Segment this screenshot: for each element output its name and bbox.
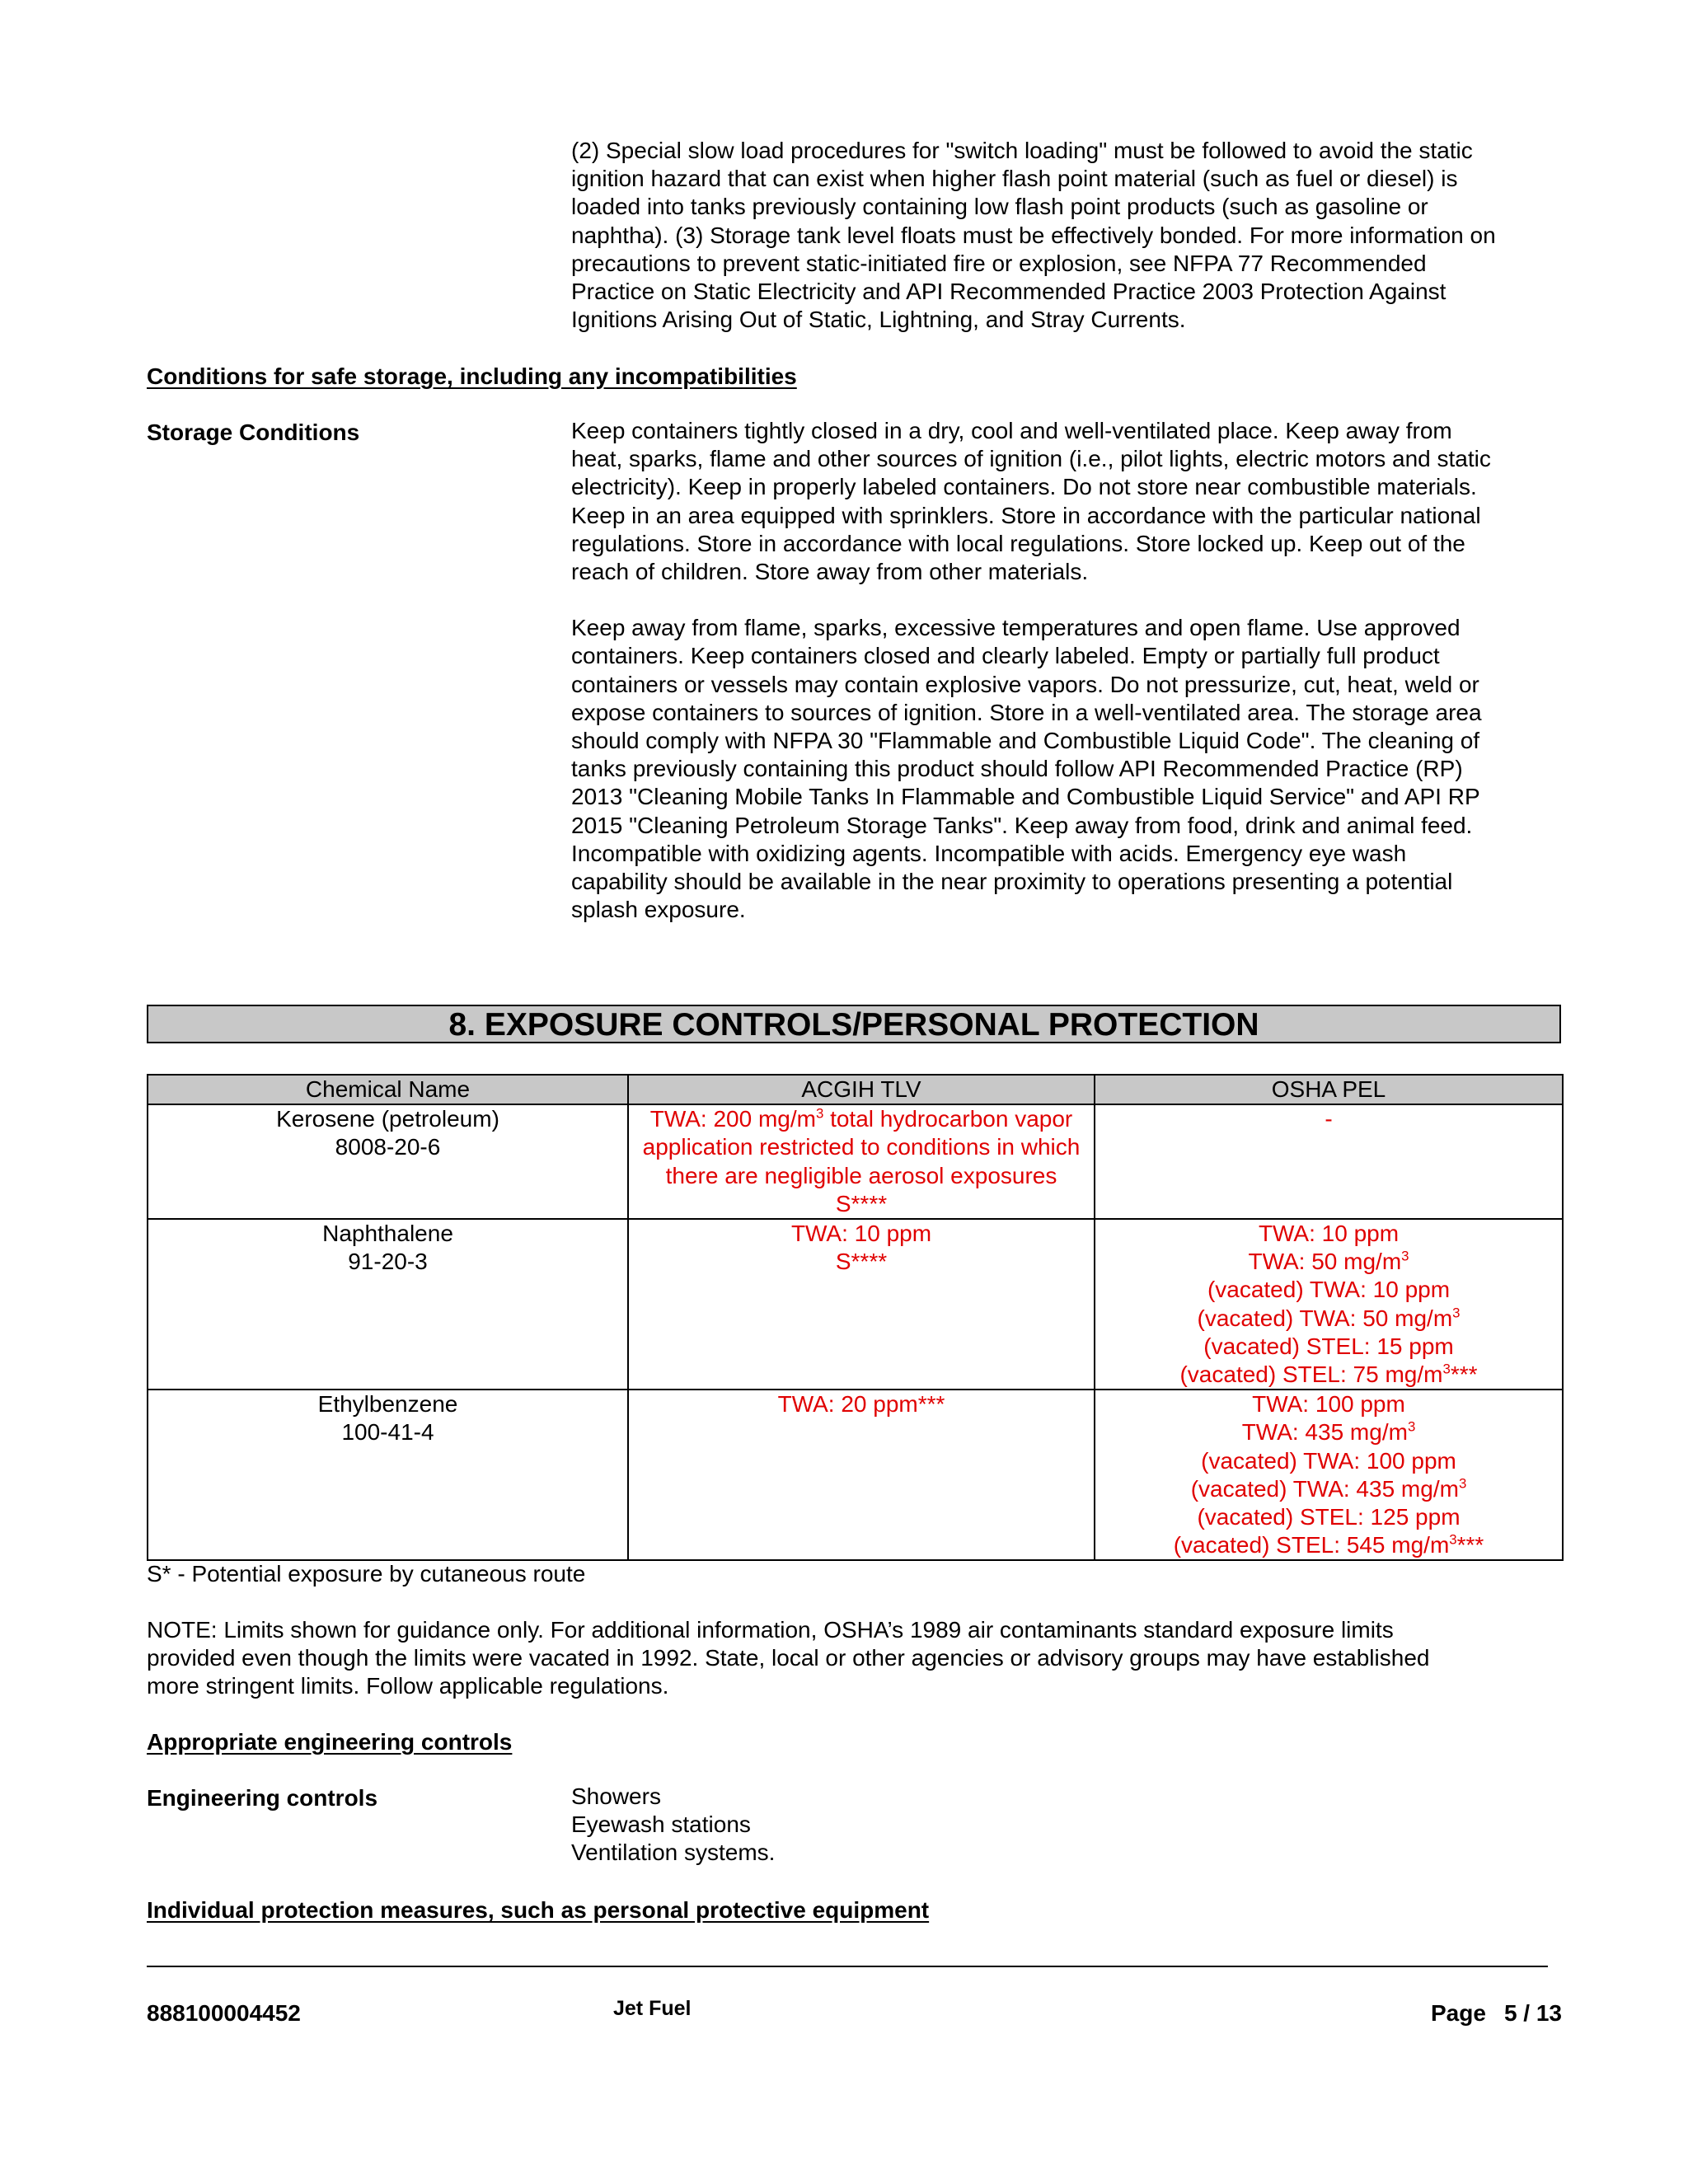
text-line: Ignitions Arising Out of Static, Lightning, and Stray Currents. [571, 307, 1186, 333]
text-line: Practice on Static Electricity and API Recommended Practice 2003 Protection Against [571, 279, 1447, 305]
cell-line: 100-41-4 [341, 1419, 434, 1446]
limit-value-line: (vacated) TWA: 435 $mg/m^3$ [1190, 1475, 1467, 1502]
header-osha-pel: OSHA PEL [1095, 1075, 1563, 1104]
superscript: 3 [1452, 1305, 1461, 1321]
acgih-tlv-cell [628, 1219, 1095, 1390]
engineering-controls-label: Engineering controls [147, 1785, 378, 1811]
acgih-tlv-cell [628, 1104, 1095, 1219]
text-line: capability should be available in the near proximity to operations presenting a potential [571, 869, 1453, 895]
text-line: Eyewash stations [571, 1811, 751, 1838]
footer-divider [147, 1966, 1548, 1967]
limit-value-line: there are negligible aerosol exposures [665, 1162, 1057, 1188]
text-line: should comply with NFPA 30 "Flammable and Combustible Liquid Code". The cleaning of [571, 728, 1480, 754]
text-line: Keep in an area equipped with sprinklers. Store in accordance with the particular national [571, 502, 1481, 528]
table-header-row [148, 1075, 1563, 1104]
text-line: Showers [571, 1783, 661, 1809]
limit-value-line: application restricted to conditions in which [642, 1134, 1081, 1160]
text-line: ignition hazard that can exist when higher flash point material (such as fuel or diesel) is [571, 166, 1458, 192]
text-line: containers or vessels may contain explosive vapors. Do not pressurize, cut, heat, weld or [571, 671, 1479, 697]
limit-value-line: (vacated) STEL: 545 $mg/m^3***$ [1173, 1531, 1484, 1558]
footer-document-id: 888100004452 [147, 2000, 301, 2026]
storage-paragraph-2 [571, 614, 1577, 924]
handling-continued-text [571, 137, 1577, 334]
text-line: Incompatible with oxidizing agents. Incompatible with acids. Emergency eye wash [571, 840, 1407, 866]
text-line: precautions to prevent static-initiated fire or explosion, see NFPA 77 Recommended [571, 250, 1427, 276]
text-line: 2013 "Cleaning Mobile Tanks In Flammable and Combustible Liquid Service" and API RP [571, 784, 1480, 810]
text-line: regulations. Store in accordance with local regulations. Store locked up. Keep out of the [571, 530, 1465, 556]
text-line: splash exposure. [571, 897, 746, 923]
exposure-limits-table [147, 1074, 1564, 1561]
storage-conditions-text [571, 417, 1577, 952]
chemical-name-cell [148, 1219, 628, 1390]
ppe-heading: Individual protection measures, such as personal protective equipment [147, 1897, 930, 1923]
text-line: loaded into tanks previously containing low flash point products (such as gasoline or [571, 194, 1428, 220]
limit-value-line: (vacated) TWA: 100 ppm [1201, 1447, 1456, 1474]
limit-value-line: (vacated) TWA: 10 ppm [1207, 1277, 1451, 1303]
engineering-heading: Appropriate engineering controls [147, 1729, 513, 1755]
osha-pel-cell [1095, 1104, 1563, 1219]
header-chemical-name: Chemical Name [148, 1075, 628, 1104]
superscript: 3 [1401, 1248, 1409, 1264]
header-acgih-tlv: ACGIH TLV [628, 1075, 1095, 1104]
limit-value-line: TWA: 100 ppm [1252, 1391, 1405, 1418]
text-line: Ventilation systems. [571, 1840, 776, 1866]
footer-product-name: Jet Fuel [613, 1997, 692, 2020]
text-line: electricity). Keep in properly labeled containers. Do not store near combustible materials. [571, 474, 1477, 500]
table-footnote: S* - Potential exposure by cutaneous route [147, 1561, 586, 1586]
cell-line: Ethylbenzene [317, 1391, 458, 1418]
chemical-name-cell [148, 1104, 628, 1219]
cell-line: 8008-20-6 [335, 1134, 441, 1160]
text-line: expose containers to sources of ignition. Store in a well-ventilated area. The storage area [571, 699, 1482, 725]
storage-paragraph-1 [571, 417, 1577, 586]
superscript: 3 [1449, 1531, 1457, 1548]
footer-page-indicator [1431, 2000, 1562, 2027]
text-line: NOTE: Limits shown for guidance only. For additional information, OSHA’s 1989 air contaminants standard exposure limits [147, 1617, 1394, 1643]
text-line: more stringent limits. Follow applicable regulations. [147, 1673, 669, 1699]
osha-pel-cell [1095, 1219, 1563, 1390]
storage-conditions-label: Storage Conditions [147, 419, 360, 445]
limit-value-line: (vacated) TWA: 50 $mg/m^3$ [1197, 1305, 1461, 1331]
limit-value-line: (vacated) STEL: 75 $mg/m^3***$ [1179, 1361, 1478, 1388]
cell-line: Kerosene (petroleum) [276, 1106, 499, 1132]
text-line: reach of children. Store away from other materials. [571, 559, 1089, 585]
text-line: tanks previously containing this product should follow API Recommended Practice (RP) [571, 756, 1463, 782]
cell-line: Naphthalene [322, 1221, 453, 1247]
table-row [148, 1104, 1563, 1219]
limit-value-line: S**** [835, 1249, 888, 1275]
chemical-name-cell [148, 1390, 628, 1560]
text-line: containers. Keep containers closed and clearly labeled. Empty or partially full product [571, 643, 1440, 669]
superscript: 3 [1407, 1419, 1416, 1436]
section-8-title: 8. EXPOSURE CONTROLS/PERSONAL PROTECTION [147, 1005, 1561, 1043]
storage-heading: Conditions for safe storage, including any incompatibilities [147, 363, 797, 389]
text-line: 2015 "Cleaning Petroleum Storage Tanks". Keep away from food, drink and animal feed. [571, 812, 1473, 838]
limit-value-line: TWA: 10 ppm [1258, 1221, 1400, 1247]
footer-page-label: Page [1431, 2000, 1486, 2026]
superscript: 3 [1442, 1361, 1451, 1377]
superscript: 3 [1458, 1475, 1467, 1492]
limit-value-line: TWA: 20 ppm*** [777, 1391, 945, 1418]
cell-line: 91-20-3 [348, 1249, 428, 1275]
osha-pel-cell [1095, 1390, 1563, 1560]
limit-value-line: S**** [835, 1190, 888, 1216]
text-line: heat, sparks, flame and other sources of ignition (i.e., pilot lights, electric motors and static [571, 446, 1491, 472]
text-line: naphtha). (3) Storage tank level floats must be effectively bonded. For more information on [571, 222, 1496, 248]
limit-value-line: TWA: 435 $mg/m^3$ [1241, 1419, 1416, 1446]
text-line: provided even though the limits were vacated in 1992. State, local or other agencies or advisory groups may have established [147, 1645, 1430, 1671]
table-row [148, 1390, 1563, 1560]
superscript: 3 [815, 1105, 824, 1122]
limit-value-line: (vacated) STEL: 125 ppm [1197, 1504, 1461, 1530]
limit-value-line: (vacated) STEL: 15 ppm [1203, 1333, 1454, 1359]
footer-page-number: 5 / 13 [1503, 2000, 1562, 2026]
limit-value-line: TWA: 10 ppm [790, 1221, 932, 1247]
limit-value-line: - [1325, 1106, 1333, 1132]
text-line: Keep away from flame, sparks, excessive temperatures and open flame. Use approved [571, 615, 1461, 641]
text-line: (2) Special slow load procedures for "switch loading" must be followed to avoid the static [571, 138, 1473, 163]
table-row [148, 1219, 1563, 1390]
engineering-controls-list [571, 1783, 1577, 1868]
limit-value-line: TWA: 50 $mg/m^3$ [1248, 1248, 1409, 1275]
limit-value-line: TWA: 200 $mg/m^3$ total hydrocarbon vapor [649, 1105, 1073, 1132]
text-line: Keep containers tightly closed in a dry, cool and well-ventilated place. Keep away from [571, 418, 1452, 443]
limits-note [147, 1616, 1564, 1701]
acgih-tlv-cell [628, 1390, 1095, 1560]
